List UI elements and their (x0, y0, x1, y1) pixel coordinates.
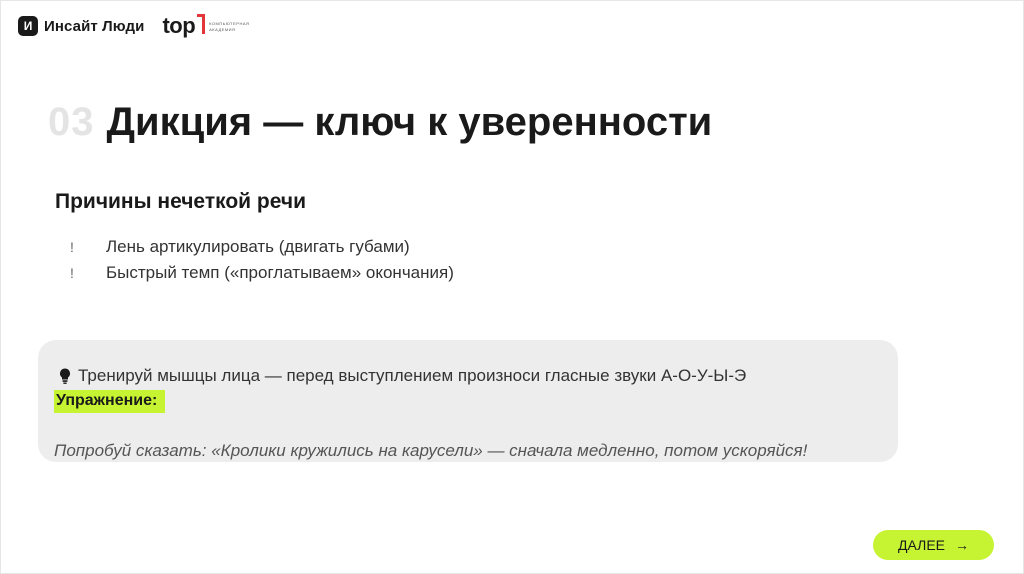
tip-line (56, 366, 746, 386)
arrow-right-icon: → (955, 537, 969, 553)
insight-logo-letter: И (23, 19, 33, 33)
insight-brand-name: Инсайт Люди (44, 17, 145, 35)
list-item (70, 260, 454, 286)
exercise-label: Упражнение: (54, 390, 165, 413)
bullet-list (70, 234, 454, 286)
slide-number: 03 (48, 100, 95, 144)
slide-title-text: Дикция — ключ к уверенности (106, 100, 713, 144)
exclamation-icon: ! (70, 265, 74, 281)
top-logo-subtitle-line: КОМПЬЮТЕРНАЯ (209, 20, 250, 26)
top-academy-logo (162, 15, 249, 37)
list-item-text: Лень артикулировать (двигать губами) (106, 237, 410, 256)
list-item (70, 234, 454, 260)
section-heading: Причины нечеткой речи (55, 190, 306, 213)
list-item-text: Быстрый темп («проглатываем» окончания) (106, 263, 454, 282)
exclamation-icon: ! (70, 239, 74, 255)
next-button[interactable] (873, 530, 994, 560)
tip-card (38, 340, 898, 462)
top-logo-corner-icon (197, 14, 205, 34)
header (18, 12, 249, 40)
top-logo-subtitle-line: АКАДЕМИЯ (209, 26, 236, 32)
slide-title (48, 100, 712, 145)
top-logo-word: top (162, 13, 196, 38)
insight-logo-icon (18, 16, 38, 36)
next-button-label: ДАЛЕЕ (898, 537, 945, 553)
insight-logo (18, 16, 144, 36)
top-logo-subtitle (209, 21, 249, 32)
lightbulb-icon (56, 367, 74, 385)
tip-text: Тренируй мышцы лица — перед выступлением произноси гласные звуки А-О-У-Ы-Э (78, 366, 747, 385)
exercise-text: Попробуй сказать: «Кролики кружились на карусели» — сначала медленно, потом ускоряйся! (54, 441, 808, 460)
